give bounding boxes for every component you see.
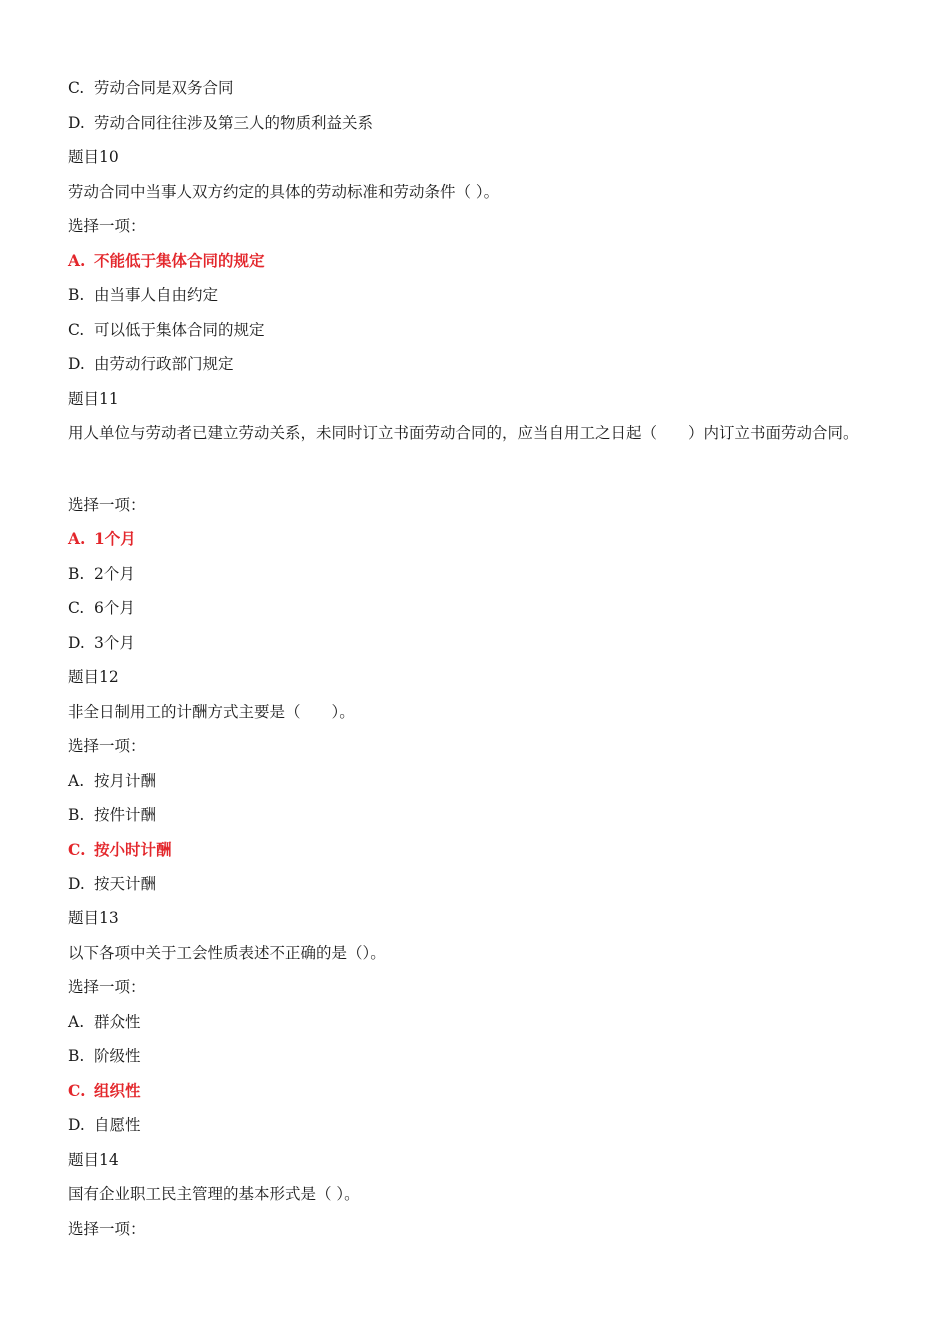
option-text: 按天计酬 bbox=[94, 875, 157, 893]
question-stem: 国有企业职工民主管理的基本形式是（ ）。 bbox=[68, 1185, 360, 1203]
question-stem: 用人单位与劳动者已建立劳动关系，未同时订立书面劳动合同的，应当自用工之日起（ ）内订立书面劳动合同。 bbox=[68, 424, 859, 442]
question-stem: 劳动合同中当事人双方约定的具体的劳动标准和劳动条件（ ）。 bbox=[68, 183, 500, 201]
option-a bbox=[68, 771, 156, 791]
option-letter: C. bbox=[68, 599, 85, 617]
option-text: 劳动合同往往涉及第三人的物质利益关系 bbox=[94, 114, 374, 132]
option-c-correct bbox=[68, 840, 172, 860]
question-title: 题目14 bbox=[68, 1151, 119, 1169]
option-a-correct bbox=[68, 529, 136, 549]
option-b bbox=[68, 805, 156, 825]
option-d bbox=[68, 113, 373, 133]
option-letter: C. bbox=[68, 79, 85, 97]
option-d bbox=[68, 354, 234, 374]
option-text: 1个月 bbox=[94, 529, 136, 548]
option-d bbox=[68, 1115, 141, 1135]
option-text: 2个月 bbox=[94, 565, 135, 583]
question-title: 题目10 bbox=[68, 148, 119, 166]
option-letter: D. bbox=[68, 875, 85, 893]
option-text: 阶级性 bbox=[94, 1047, 141, 1065]
option-letter: A. bbox=[68, 529, 86, 548]
option-c bbox=[68, 598, 135, 618]
option-letter: C. bbox=[68, 321, 85, 339]
option-c bbox=[68, 320, 265, 340]
option-c-correct bbox=[68, 1081, 141, 1101]
option-letter: A. bbox=[68, 772, 85, 790]
option-text: 按件计酬 bbox=[94, 806, 157, 824]
question-title: 题目11 bbox=[68, 390, 119, 408]
choose-one-prompt: 选择一项： bbox=[68, 496, 146, 514]
option-text: 不能低于集体合同的规定 bbox=[94, 251, 265, 270]
option-letter: D. bbox=[68, 1116, 85, 1134]
choose-one-prompt: 选择一项： bbox=[68, 217, 146, 235]
question-title: 题目12 bbox=[68, 668, 119, 686]
option-text: 群众性 bbox=[94, 1013, 141, 1031]
option-text: 6个月 bbox=[94, 599, 135, 617]
option-b bbox=[68, 1046, 141, 1066]
option-letter: D. bbox=[68, 634, 85, 652]
option-text: 由劳动行政部门规定 bbox=[94, 355, 234, 373]
option-text: 自愿性 bbox=[94, 1116, 141, 1134]
option-d bbox=[68, 874, 156, 894]
option-b bbox=[68, 285, 218, 305]
option-text: 按小时计酬 bbox=[94, 840, 172, 859]
option-letter: B. bbox=[68, 806, 85, 824]
option-letter: C. bbox=[68, 840, 86, 859]
choose-one-prompt: 选择一项： bbox=[68, 1220, 146, 1238]
option-c bbox=[68, 78, 234, 98]
choose-one-prompt: 选择一项： bbox=[68, 737, 146, 755]
option-text: 3个月 bbox=[94, 634, 135, 652]
option-text: 组织性 bbox=[94, 1081, 141, 1100]
option-letter: D. bbox=[68, 114, 85, 132]
question-title: 题目13 bbox=[68, 909, 119, 927]
option-letter: B. bbox=[68, 286, 85, 304]
option-b bbox=[68, 564, 135, 584]
option-letter: A. bbox=[68, 251, 86, 270]
option-text: 按月计酬 bbox=[94, 772, 157, 790]
option-d bbox=[68, 633, 135, 653]
option-a bbox=[68, 1012, 141, 1032]
option-letter: B. bbox=[68, 565, 85, 583]
option-letter: D. bbox=[68, 355, 85, 373]
question-stem: 非全日制用工的计酬方式主要是（ ）。 bbox=[68, 703, 355, 721]
question-stem: 以下各项中关于工会性质表述不正确的是（）。 bbox=[68, 944, 386, 962]
choose-one-prompt: 选择一项： bbox=[68, 978, 146, 996]
option-text: 可以低于集体合同的规定 bbox=[94, 321, 265, 339]
option-a-correct bbox=[68, 251, 265, 271]
option-letter: C. bbox=[68, 1081, 86, 1100]
option-text: 劳动合同是双务合同 bbox=[94, 79, 234, 97]
option-letter: B. bbox=[68, 1047, 85, 1065]
option-text: 由当事人自由约定 bbox=[94, 286, 219, 304]
option-letter: A. bbox=[68, 1013, 85, 1031]
